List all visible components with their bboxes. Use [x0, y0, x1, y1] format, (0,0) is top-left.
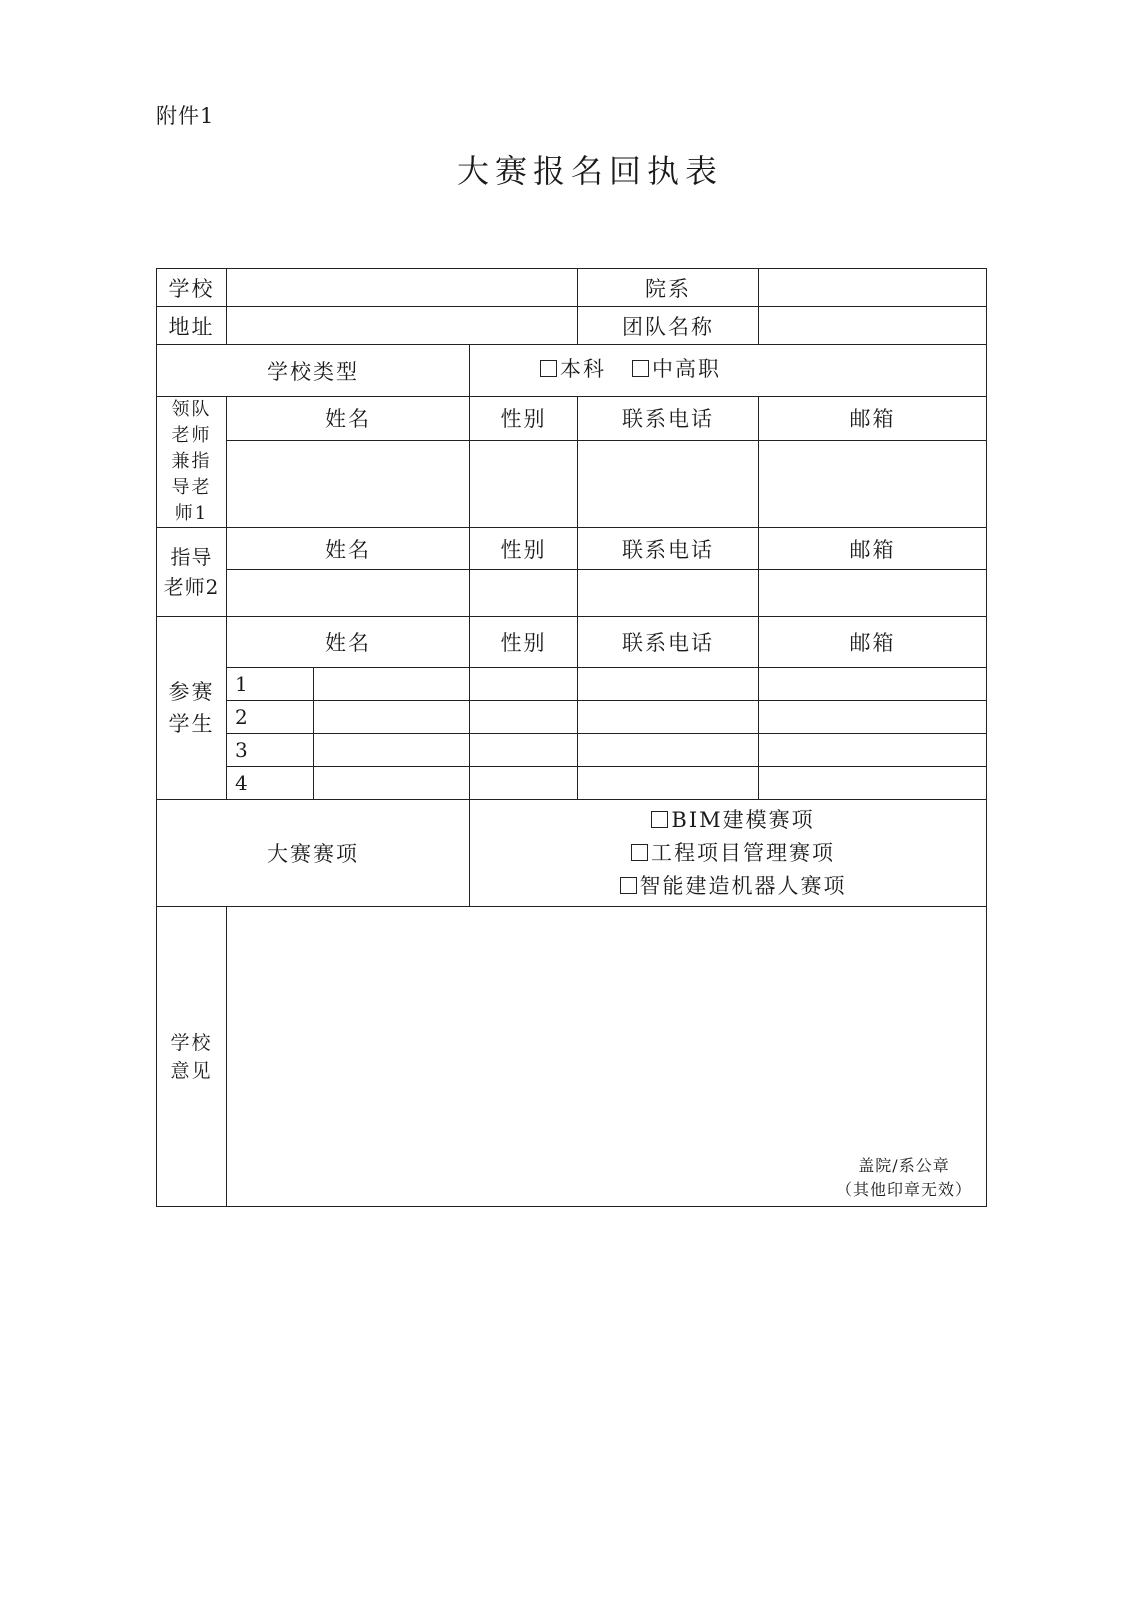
student-name-cell[interactable]	[314, 734, 470, 767]
checkbox-icon	[620, 877, 637, 894]
student-phone-cell[interactable]	[578, 767, 759, 800]
column-header-name: 姓名	[227, 528, 470, 570]
school-type-options	[470, 345, 987, 397]
student-gender-cell[interactable]	[470, 668, 578, 701]
students-label: 参赛 学生	[157, 617, 227, 800]
leader-header-row	[157, 397, 987, 441]
competition-row	[157, 800, 987, 907]
school-label: 学校	[157, 269, 227, 307]
advisor2-email-cell[interactable]	[759, 570, 987, 617]
advisor2-phone-cell[interactable]	[578, 570, 759, 617]
team-name-input-cell[interactable]	[759, 307, 987, 345]
student-row	[157, 734, 987, 767]
student-name-cell[interactable]	[314, 701, 470, 734]
checkbox-icon	[540, 360, 557, 377]
competition-options	[470, 800, 987, 907]
checkbox-project-management[interactable]: 工程项目管理赛项	[480, 837, 986, 870]
column-header-phone: 联系电话	[578, 528, 759, 570]
leader-phone-cell[interactable]	[578, 440, 759, 527]
opinion-input-cell[interactable]	[227, 907, 987, 1207]
column-header-gender: 性别	[470, 617, 578, 668]
student-email-cell[interactable]	[759, 734, 987, 767]
column-header-phone: 联系电话	[578, 617, 759, 668]
page-title: 大赛报名回执表	[456, 152, 723, 190]
student-row	[157, 767, 987, 800]
student-phone-cell[interactable]	[578, 701, 759, 734]
advisor2-gender-cell[interactable]	[470, 570, 578, 617]
school-input-cell[interactable]	[227, 269, 578, 307]
leader-gender-cell[interactable]	[470, 440, 578, 527]
student-number: 1	[227, 668, 314, 701]
department-input-cell[interactable]	[759, 269, 987, 307]
team-name-label: 团队名称	[578, 307, 759, 345]
leader-name-cell[interactable]	[227, 440, 470, 527]
student-gender-cell[interactable]	[470, 701, 578, 734]
student-row	[157, 701, 987, 734]
opinion-row	[157, 907, 987, 1207]
checkbox-undergraduate[interactable]: 本科	[540, 357, 606, 381]
checkbox-icon	[631, 844, 648, 861]
student-email-cell[interactable]	[759, 767, 987, 800]
column-header-email: 邮箱	[759, 528, 987, 570]
column-header-name: 姓名	[227, 617, 470, 668]
department-label: 院系	[578, 269, 759, 307]
address-row	[157, 307, 987, 345]
leader-data-row	[157, 440, 987, 527]
stamp-note: 盖院/系公章 （其他印章无效）	[836, 1156, 973, 1199]
students-header-row	[157, 617, 987, 668]
leader-teacher-label: 领队 老师 兼指 导老 师1	[157, 397, 227, 528]
student-number: 2	[227, 701, 314, 734]
column-header-gender: 性别	[470, 528, 578, 570]
column-header-email: 邮箱	[759, 617, 987, 668]
advisor2-name-cell[interactable]	[227, 570, 470, 617]
school-row	[157, 269, 987, 307]
student-name-cell[interactable]	[314, 767, 470, 800]
column-header-email: 邮箱	[759, 397, 987, 441]
student-gender-cell[interactable]	[470, 734, 578, 767]
attachment-label: 附件1	[156, 104, 215, 128]
address-input-cell[interactable]	[227, 307, 578, 345]
student-name-cell[interactable]	[314, 668, 470, 701]
competition-label: 大赛赛项	[157, 800, 470, 907]
school-type-row	[157, 345, 987, 397]
advisor2-label: 指导 老师2	[157, 528, 227, 617]
column-header-name: 姓名	[227, 397, 470, 441]
checkbox-icon	[651, 811, 668, 828]
checkbox-bim[interactable]: BIM建模赛项	[480, 804, 986, 837]
column-header-gender: 性别	[470, 397, 578, 441]
student-number: 3	[227, 734, 314, 767]
advisor2-data-row	[157, 570, 987, 617]
checkbox-icon	[632, 360, 649, 377]
student-row	[157, 668, 987, 701]
opinion-label: 学校 意见	[157, 907, 227, 1207]
student-number: 4	[227, 767, 314, 800]
student-phone-cell[interactable]	[578, 734, 759, 767]
address-label: 地址	[157, 307, 227, 345]
student-gender-cell[interactable]	[470, 767, 578, 800]
school-type-label: 学校类型	[157, 345, 470, 397]
checkbox-vocational[interactable]: 中高职	[632, 357, 721, 381]
registration-form-table	[156, 268, 987, 1207]
advisor2-header-row	[157, 528, 987, 570]
column-header-phone: 联系电话	[578, 397, 759, 441]
student-email-cell[interactable]	[759, 668, 987, 701]
student-email-cell[interactable]	[759, 701, 987, 734]
leader-email-cell[interactable]	[759, 440, 987, 527]
checkbox-robot[interactable]: 智能建造机器人赛项	[480, 870, 986, 903]
student-phone-cell[interactable]	[578, 668, 759, 701]
